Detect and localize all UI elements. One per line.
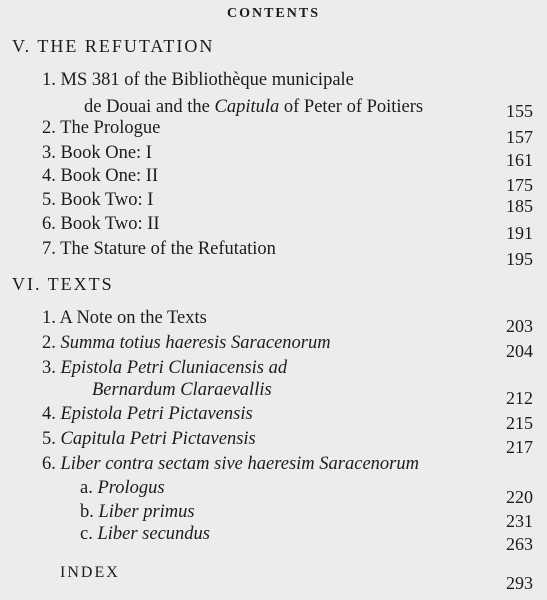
toc-entry-label: 4. Book One: II: [42, 166, 159, 186]
toc-page-number: 231: [506, 511, 533, 531]
toc-entry: [0, 502, 547, 531]
toc-page-number: 204: [506, 341, 533, 361]
toc-entry-label: de Douai and the Capitula of Peter of Poitiers: [84, 97, 424, 117]
toc-entry: [0, 143, 547, 170]
toc-entry: [0, 118, 547, 147]
toc-entry-label: Bernardum Claraevallis: [92, 380, 272, 400]
toc-entry-label: 6. Liber contra sectam sive haeresim Saracenorum: [42, 454, 419, 474]
toc-entry: [0, 358, 547, 382]
toc-entry-label: a. Prologus: [80, 478, 165, 498]
toc-page-number: 217: [506, 437, 533, 457]
toc-page-number: 175: [506, 175, 533, 195]
toc-entry-label: 5. Capitula Petri Pictavensis: [42, 429, 256, 449]
toc-entry-label: c. Liber secundus: [80, 524, 211, 544]
toc-entry: [0, 454, 547, 478]
toc-entry: [0, 573, 547, 597]
toc-entry: [0, 239, 547, 269]
toc-entry-label: 2. The Prologue: [42, 118, 161, 138]
section-title-texts: VI. TEXTS: [12, 274, 114, 294]
toc-entry: [0, 166, 547, 195]
toc-page-number: 155: [506, 101, 533, 121]
toc-entry: [0, 429, 547, 457]
toc-entry: [0, 380, 547, 408]
toc-entry-label: 7. The Stature of the Refutation: [42, 239, 276, 259]
toc-page-number: 212: [506, 388, 533, 408]
page-title: CONTENTS: [226, 6, 321, 21]
toc-entry-label: 3. Epistola Petri Cluniacensis ad: [42, 358, 288, 378]
toc-page-number: 161: [506, 150, 533, 170]
section-title-index: INDEX: [60, 564, 120, 581]
toc-entry-label: 5. Book Two: I: [42, 190, 154, 210]
toc-entry-label: 1. A Note on the Texts: [42, 308, 207, 328]
toc-page-number: 185: [506, 196, 533, 216]
toc-entry: [0, 524, 547, 554]
toc-entry: [0, 478, 547, 507]
toc-entry-label: b. Liber primus: [80, 502, 195, 522]
toc-entry-label: 4. Epistola Petri Pictavensis: [42, 404, 253, 424]
toc-entry: [0, 214, 547, 243]
toc-entry-label: 3. Book One: I: [42, 143, 152, 163]
toc-entry-label: 1. MS 381 of the Bibliothèque municipale: [42, 70, 354, 90]
section-title-refutation: V. THE REFUTATION: [12, 36, 215, 56]
toc-page-number: 203: [506, 316, 533, 336]
toc-entry: [0, 404, 547, 433]
toc-page-number: 293: [506, 573, 533, 593]
toc-entry-label: 2. Summa totius haeresis Saracenorum: [42, 333, 331, 353]
toc-page-number: 191: [506, 223, 533, 243]
toc-entry: [0, 308, 547, 336]
toc-entry-label: 6. Book Two: II: [42, 214, 160, 234]
toc-page-number: 263: [506, 534, 533, 554]
toc-page-number: 220: [506, 487, 533, 507]
toc-page-number: 195: [506, 249, 533, 269]
toc-entry: [0, 190, 547, 214]
toc-entry: [0, 70, 547, 94]
toc-entry: [0, 333, 547, 361]
toc-page-number: 215: [506, 413, 533, 433]
toc-page-number: 157: [506, 127, 533, 147]
